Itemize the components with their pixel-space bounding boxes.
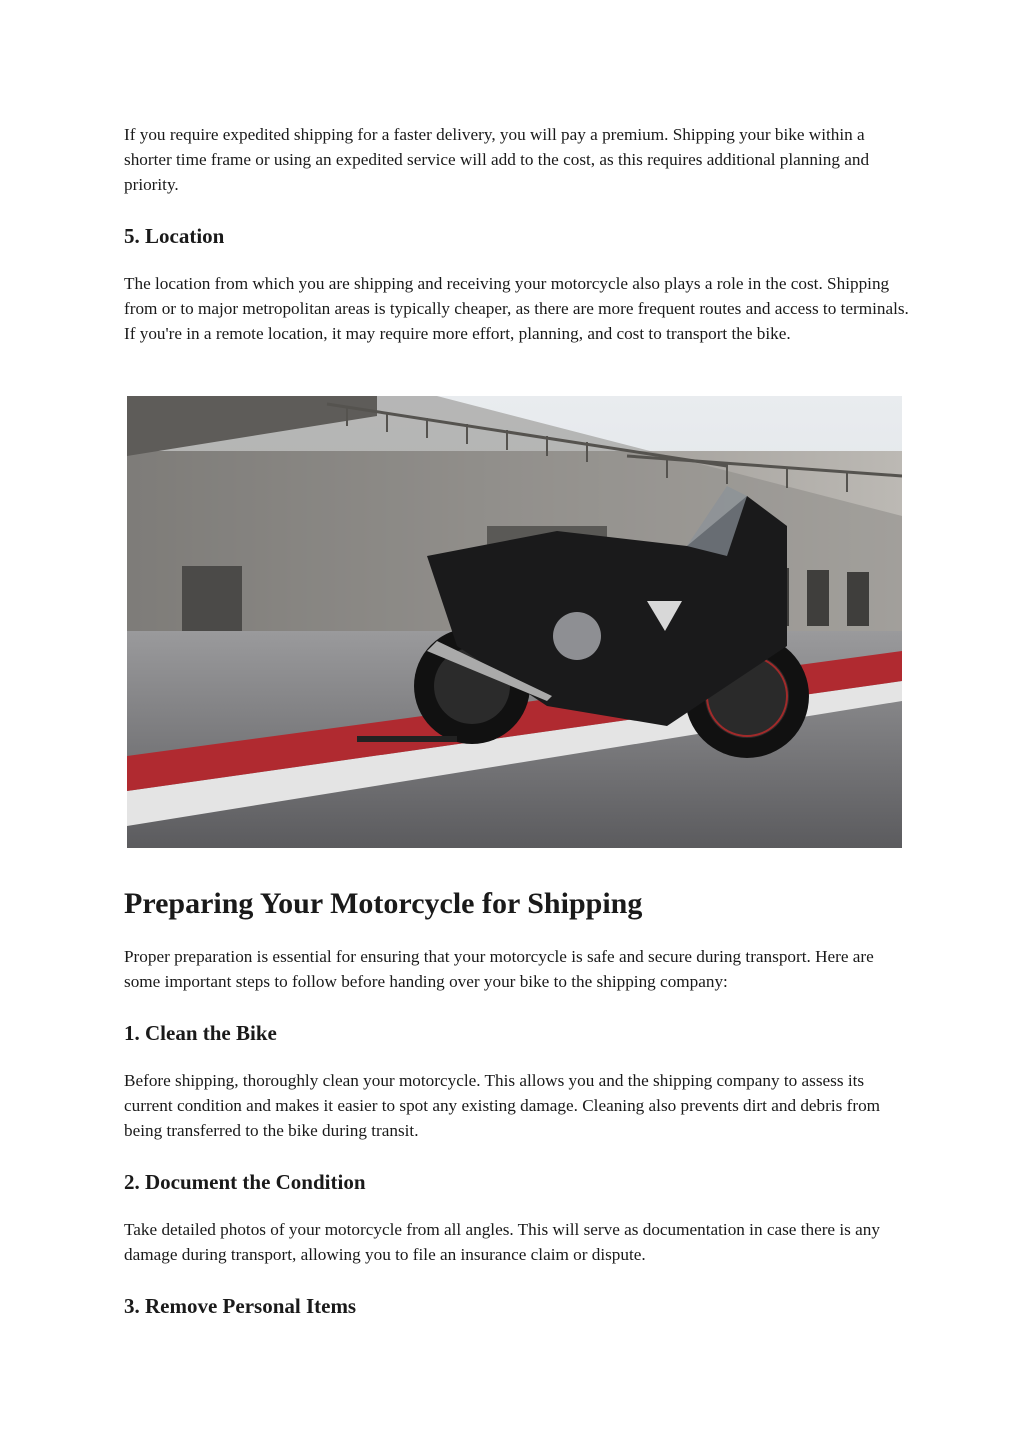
intro-paragraph: If you require expedited shipping for a faster delivery, you will pay a premium. Shipping your bike within a shorter time frame or using an expedited service will add to the cost, as this requires additional planning and priority. [124,125,870,194]
location-heading: 5. Location [124,224,225,248]
step-2-heading: 2. Document the Condition [124,1170,366,1194]
preparing-paragraph: Proper preparation is essential for ensuring that your motorcycle is safe and secure during transport. Here are some important steps to follow before handing over your bike to the shipping company: [124,947,874,991]
location-paragraph: The location from which you are shipping and receiving your motorcycle also plays a role in the cost. Shipping from or to major metropolitan areas is typically cheaper, as there are more frequent routes and access to terminals. If you're in a remote location, it may require more effort, planning, and cost to transport the bike. [124,274,909,343]
preparing-heading: Preparing Your Motorcycle for Shipping [124,887,643,920]
step-1-heading: 1. Clean the Bike [124,1021,277,1045]
step-2-paragraph: Take detailed photos of your motorcycle from all angles. This will serve as documentation in case there is any damage during transport, allowing you to file an insurance claim or dispute. [124,1220,880,1264]
motorcycle-photo [127,396,902,848]
step-3-heading: 3. Remove Personal Items [124,1294,357,1318]
step-1-paragraph: Before shipping, thoroughly clean your motorcycle. This allows you and the shipping company to assess its current condition and makes it easier to spot any existing damage. Cleaning also prevents dirt and debris from being transferred to the bike during transit. [124,1071,881,1140]
